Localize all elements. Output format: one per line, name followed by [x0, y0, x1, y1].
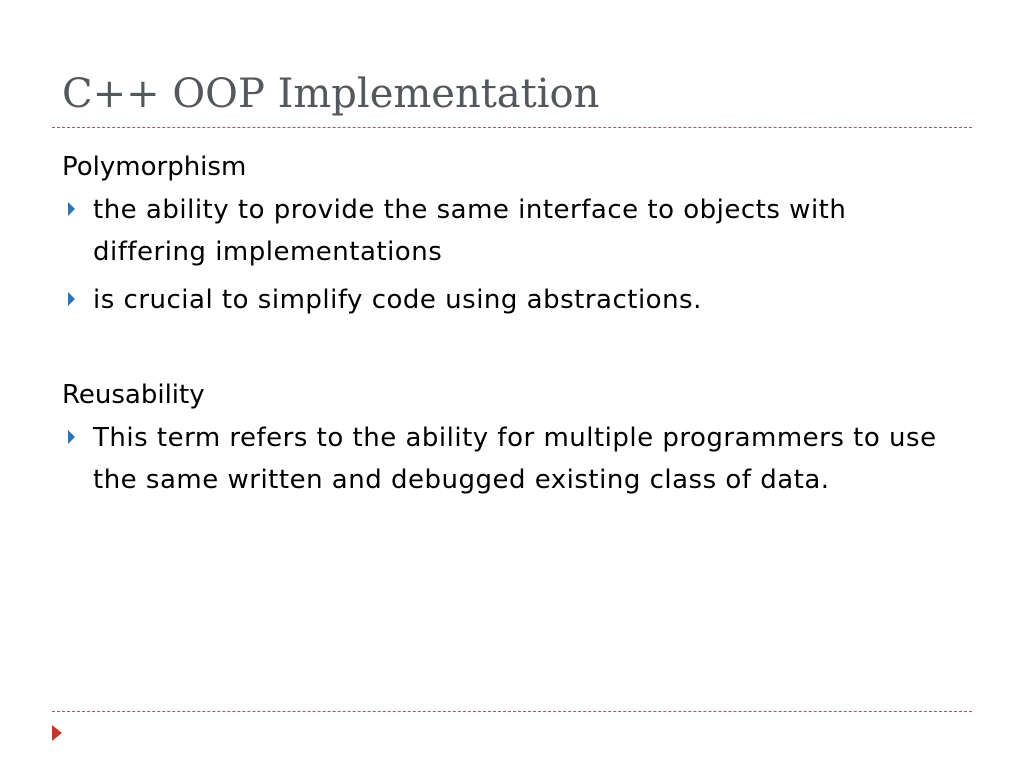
triangle-right-icon [52, 725, 62, 741]
bullet-item [62, 279, 962, 321]
section-reusability [62, 373, 962, 501]
section-heading: Polymorphism [62, 152, 247, 182]
bullet-text: This term refers to the ability for multiple programmers to use the same written and debugged existing class of data. [93, 423, 937, 495]
bullet-text: the ability to provide the same interface to objects with differing implementations [93, 195, 847, 267]
bullet-list [62, 189, 962, 321]
section-spacer [62, 327, 962, 373]
bullet-item [62, 189, 962, 273]
slide-title: C++ OOP Implementation [62, 71, 600, 117]
triangle-right-icon [68, 430, 75, 444]
footer-divider [52, 711, 972, 712]
triangle-right-icon [68, 202, 75, 216]
section-heading: Reusability [62, 380, 205, 410]
title-divider [52, 127, 972, 128]
bullet-list [62, 417, 962, 501]
triangle-right-icon [68, 292, 75, 306]
slide-body [62, 145, 962, 507]
bullet-item [62, 417, 962, 501]
bullet-text: is crucial to simplify code using abstractions. [93, 285, 702, 315]
section-polymorphism [62, 145, 962, 321]
